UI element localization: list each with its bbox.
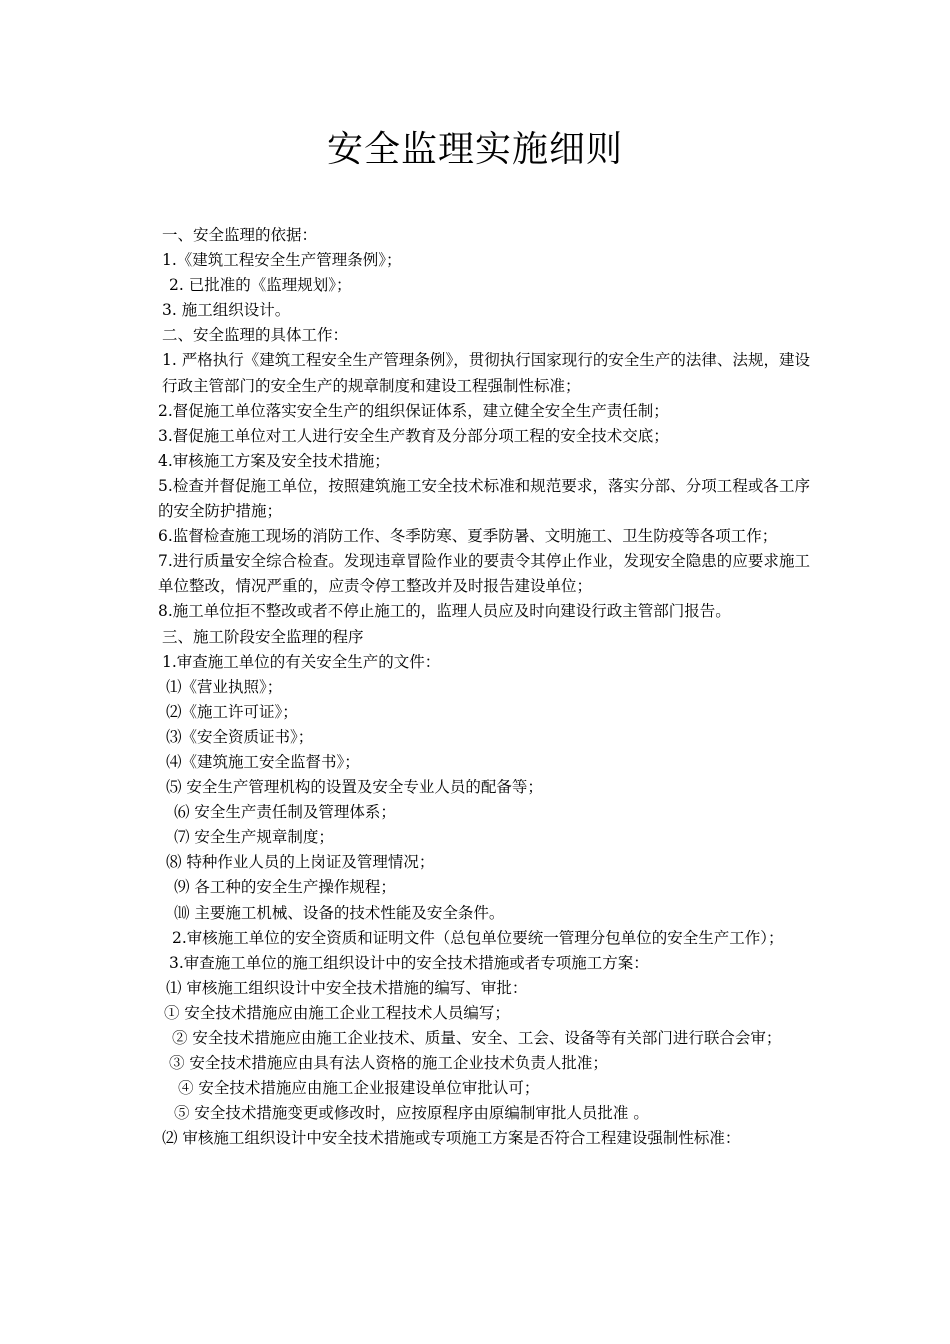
list-item: ④ 安全技术措施应由施工企业报建设单位审批认可； [178, 1079, 540, 1098]
list-item: ⑽ 主要施工机械、设备的技术性能及安全条件。 [174, 903, 505, 922]
list-item: ⑴ 审核施工组织设计中安全技术措施的编写、审批： [166, 978, 528, 997]
section-heading: 二、安全监理的具体工作： [162, 326, 349, 345]
paragraph: 3.督促施工单位对工人进行安全生产教育及分部分项工程的安全技术交底； [158, 426, 669, 445]
list-item: ⑵ 审核施工组织设计中安全技术措施或专项施工方案是否符合工程建设强制性标准： [162, 1129, 741, 1148]
list-item: ⑻ 特种作业人员的上岗证及管理情况； [166, 853, 435, 872]
list-item: ① 安全技术措施应由施工企业工程技术人员编写； [164, 1003, 510, 1022]
paragraph: 2.督促施工单位落实安全生产的组织保证体系，建立健全安全生产责任制； [158, 401, 669, 420]
list-item: ③ 安全技术措施应由具有法人资格的施工企业技术负责人批准； [169, 1054, 608, 1073]
document-title: 安全监理实施细则 [326, 129, 623, 170]
paragraph: 1. 严格执行《建筑工程安全生产管理条例》，贯彻执行国家现行的安全生产的法律、法规，建设行政主管部门的安全生产的规章制度和建设工程强制性标准； [162, 351, 810, 395]
paragraph: 5.检查并督促施工单位，按照建筑施工安全技术标准和规范要求，落实分部、分项工程或各工序的安全防护措施； [158, 476, 810, 521]
paragraph: 1.《建筑工程安全生产管理条例》； [162, 251, 402, 270]
list-item: ⑴《营业执照》； [166, 677, 283, 696]
list-item: ⑶《安全资质证书》； [166, 727, 314, 746]
paragraph: 6.监督检查施工现场的消防工作、冬季防寒、夏季防暑、文明施工、卫生防疫等各项工作； [158, 527, 778, 546]
section-heading: 三、施工阶段安全监理的程序 [162, 627, 364, 646]
paragraph: 3. 施工组织设计。 [162, 301, 291, 320]
paragraph: 3.审查施工单位的施工组织设计中的安全技术措施或者专项施工方案： [169, 953, 649, 972]
list-item: ⑼ 各工种的安全生产操作规程； [174, 878, 396, 897]
list-item: ⑷《建筑施工安全监督书》； [166, 752, 360, 771]
list-item: ② 安全技术措施应由施工企业技术、质量、安全、工会、设备等有关部门进行联合会审； [172, 1029, 782, 1047]
list-item: ⑵《施工许可证》； [166, 702, 298, 721]
paragraph: 2. 已批准的《监理规划》； [169, 276, 352, 295]
paragraph: 1.审查施工单位的有关安全生产的文件： [162, 652, 441, 671]
list-item: ⑺ 安全生产规章制度； [174, 828, 334, 847]
section-heading: 一、安全监理的依据： [162, 226, 318, 244]
paragraph: 8.施工单位拒不整改或者不停止施工的，监理人员应及时向建设行政主管部门报告。 [158, 602, 731, 621]
paragraph: 2.审核施工单位的安全资质和证明文件（总包单位要统一管理分包单位的安全生产工作）； [172, 928, 784, 947]
document-body [145, 223, 810, 1151]
list-item: ⑹ 安全生产责任制及管理体系； [174, 803, 396, 822]
list-item: ⑸ 安全生产管理机构的设置及安全专业人员的配备等； [166, 778, 543, 797]
paragraph: 7.进行质量安全综合检查。发现违章冒险作业的要责令其停止作业，发现安全隐患的应要求施工单位整改，情况严重的，应责令停工整改并及时报告建设单位； [158, 552, 810, 596]
list-item: ⑤ 安全技术措施变更或修改时，应按原程序由原编制审批人员批准 。 [174, 1104, 649, 1123]
paragraph: 4.审核施工方案及安全技术措施； [158, 451, 390, 470]
